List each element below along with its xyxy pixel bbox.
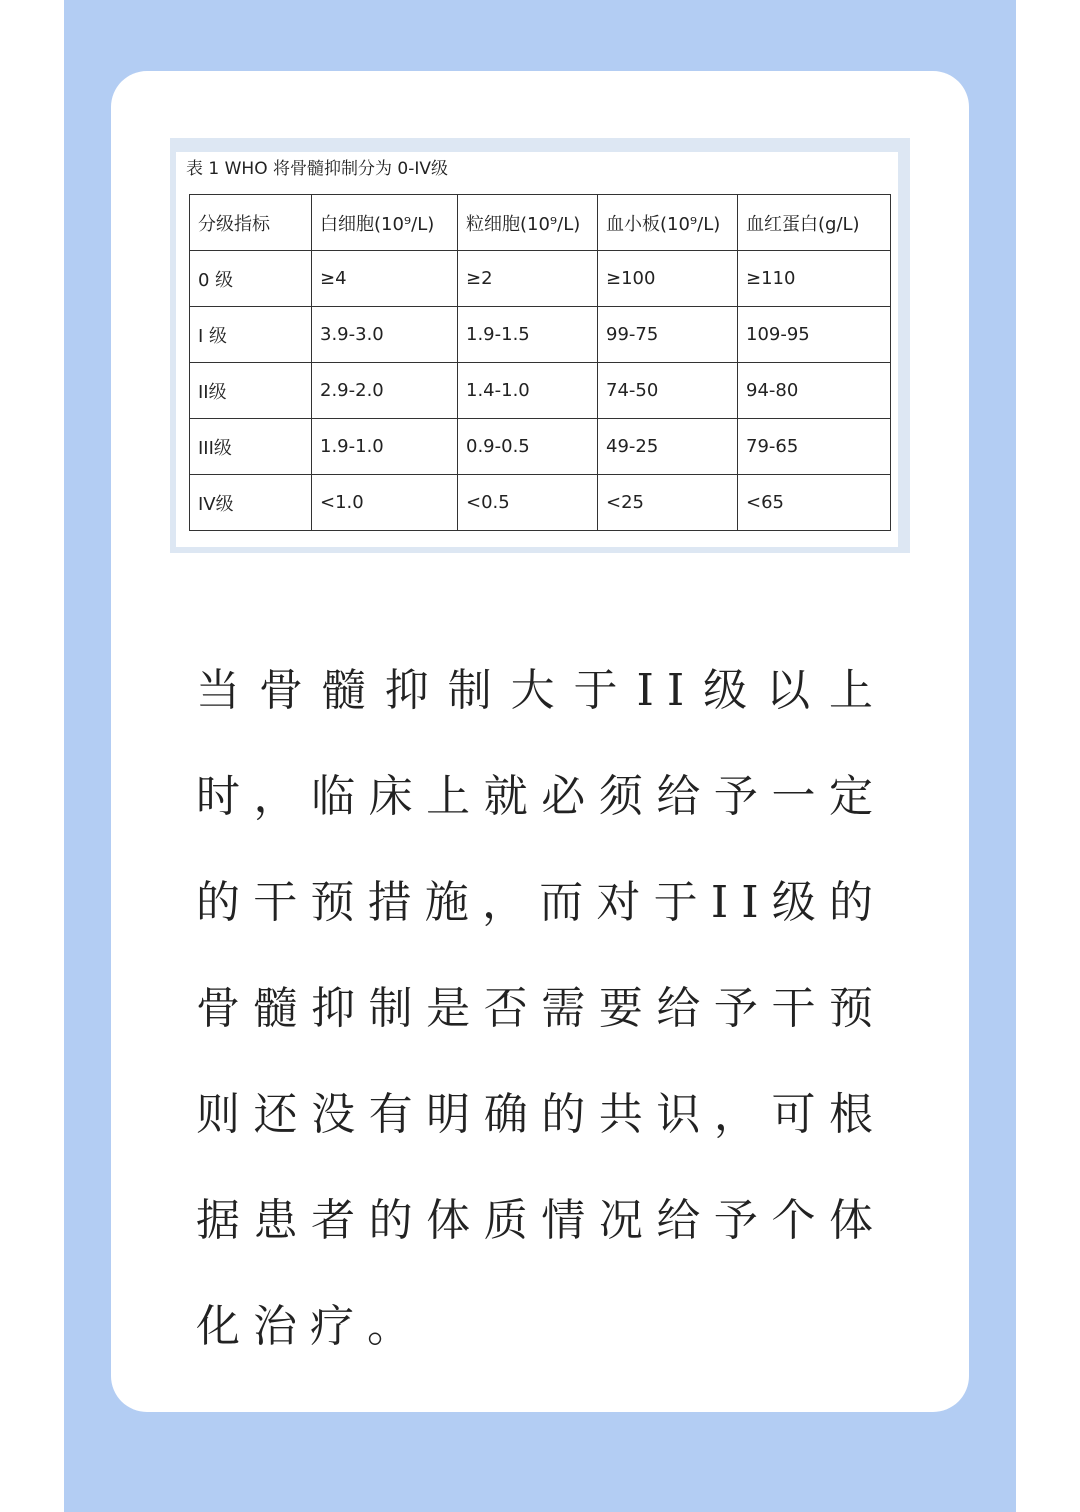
table-cell: 99-75 — [598, 307, 738, 363]
table-cell: 1.9-1.0 — [312, 419, 458, 475]
table-cell: <0.5 — [458, 475, 598, 531]
table-cell: 1.9-1.5 — [458, 307, 598, 363]
table-cell: <65 — [738, 475, 891, 531]
grading-table — [189, 194, 891, 531]
table-cell: 49-25 — [598, 419, 738, 475]
table-row — [190, 307, 891, 363]
table-header-row — [190, 195, 891, 251]
table-cell: 3.9-3.0 — [312, 307, 458, 363]
table-cell: 2.9-2.0 — [312, 363, 458, 419]
table-cell: III级 — [190, 419, 312, 475]
table-cell: I 级 — [190, 307, 312, 363]
table-cell: <25 — [598, 475, 738, 531]
table-row — [190, 419, 891, 475]
table-cell: 0.9-0.5 — [458, 419, 598, 475]
table-cell: ≥110 — [738, 251, 891, 307]
body-paragraph: 当骨髓抑制大于II级以上时，临床上就必须给予一定的干预措施，而对于II级的骨髓抑制是否需要给予干预则还没有明确的共识，可根据患者的体质情况给予个体化治疗。 — [196, 665, 886, 1352]
table-cell: 109-95 — [738, 307, 891, 363]
table-caption: 表 1 WHO 将骨髓抑制分为 0-IV级 — [186, 159, 448, 179]
table-row — [190, 363, 891, 419]
table-cell: ≥4 — [312, 251, 458, 307]
table-cell: II级 — [190, 363, 312, 419]
table-row — [190, 251, 891, 307]
table-cell: 79-65 — [738, 419, 891, 475]
table-cell: 94-80 — [738, 363, 891, 419]
table-panel — [176, 152, 898, 547]
table-image — [170, 138, 910, 553]
table-cell: ≥2 — [458, 251, 598, 307]
table-cell: 1.4-1.0 — [458, 363, 598, 419]
table-cell: 74-50 — [598, 363, 738, 419]
header-cell: 粒细胞(10⁹/L) — [458, 195, 598, 251]
table-cell: <1.0 — [312, 475, 458, 531]
header-cell: 白细胞(10⁹/L) — [312, 195, 458, 251]
header-cell: 分级指标 — [190, 195, 312, 251]
table-cell: 0 级 — [190, 251, 312, 307]
header-cell: 血小板(10⁹/L) — [598, 195, 738, 251]
header-cell: 血红蛋白(g/L) — [738, 195, 891, 251]
table-cell: ≥100 — [598, 251, 738, 307]
table-cell: IV级 — [190, 475, 312, 531]
table-row — [190, 475, 891, 531]
